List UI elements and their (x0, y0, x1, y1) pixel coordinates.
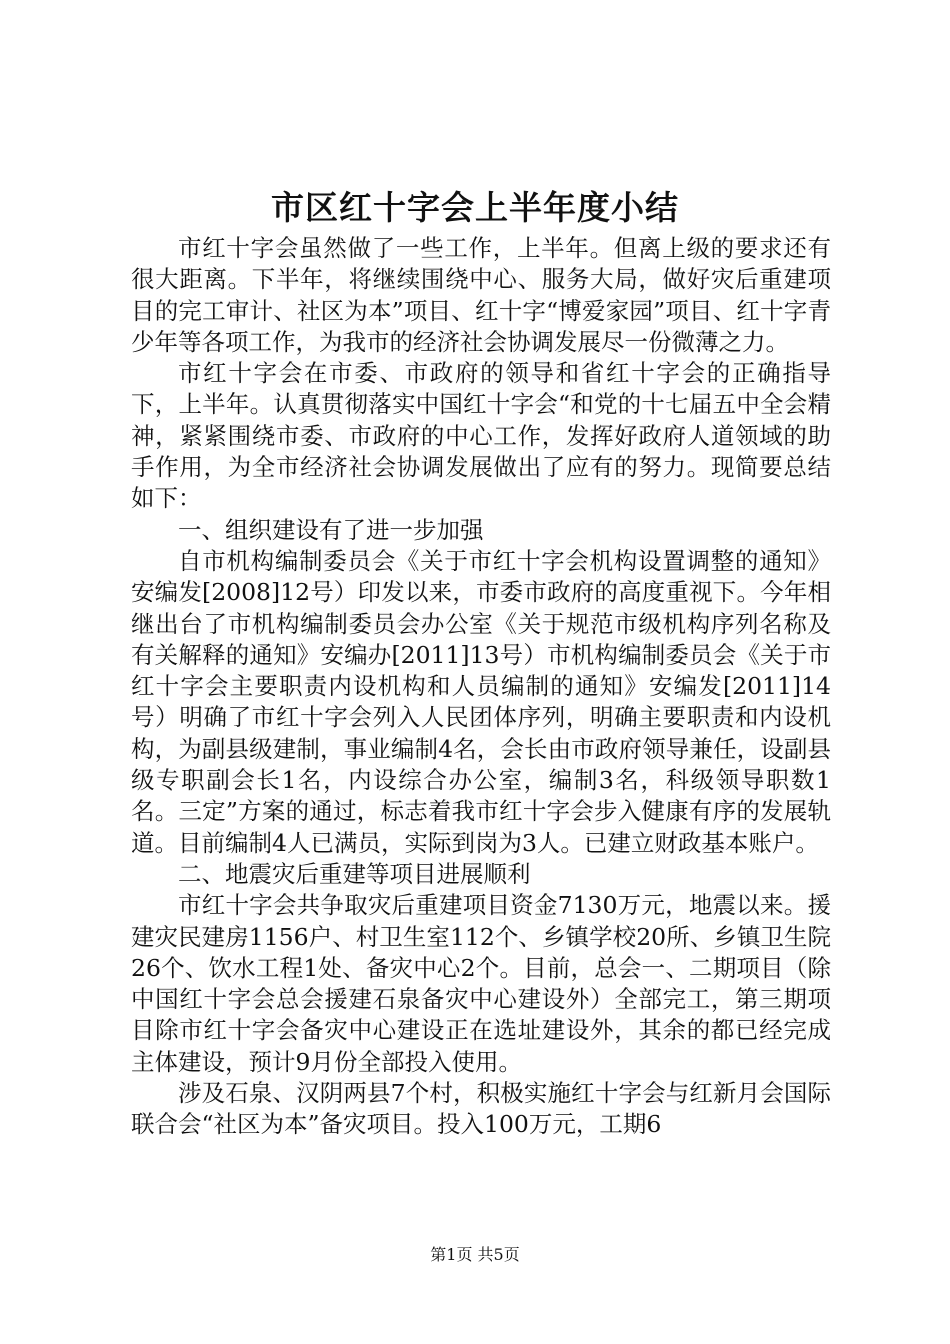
document-title: 市区红十字会上半年度小结 (271, 188, 679, 227)
section-heading-2: 二、地震灾后重建等项目进展顺利 (178, 859, 531, 888)
paragraph-intro-2: 市红十字会在市委、市政府的领导和省红十字会的正确指导下，上半年。认真贯彻落实中国红十字会“和党的十七届五中全会精神，紧紧围绕市委、市政府的中心工作，发挥好政府人道领域的助手作用，为全市经济社会协调发展做出了应有的努力。现简要总结如下： (131, 359, 831, 513)
paragraph-intro-1: 市红十字会虽然做了一些工作，上半年。但离上级的要求还有很大距离。下半年，将继续围绕中心、服务大局，做好灾后重建项目的完工审计、社区为本”项目、红十字“博爱家园”项目、红十字青少年等各项工作，为我市的经济社会协调发展尽一份微薄之力。 (131, 234, 831, 356)
section-heading-1: 一、组织建设有了进一步加强 (178, 515, 484, 544)
paragraph-section-2b: 涉及石泉、汉阴两县7个村，积极实施红十字会与红新月会国际联合会“社区为本”备灾项目。投入100万元，工期6 (131, 1079, 831, 1139)
page-footer: 第1页 共5页 (430, 1245, 520, 1264)
paragraph-section-2a: 市红十字会共争取灾后重建项目资金7130万元，地震以来。援建灾民建房1156户、村卫生室112个、乡镇学校20所、乡镇卫生院26个、饮水工程1处、备灾中心2个。目前，总会一、二期项目（除中国红十字会总会援建石泉备灾中心建设外）全部完工，第三期项目除市红十字会备灾中心建设正在选址建设外，其余的都已经完成主体建设，预计9月份全部投入使用。 (131, 891, 831, 1076)
document-body (131, 233, 831, 1141)
paragraph-section-1: 自市机构编制委员会《关于市红十字会机构设置调整的通知》安编发[2008]12号）印发以来，市委市政府的高度重视下。今年相继出台了市机构编制委员会办公室《关于规范市级机构序列名称及有关解释的通知》安编办[2011]13号）市机构编制委员会《关于市红十字会主要职责内设机构和人员编制的通知》安编发[2011]14号）明确了市红十字会列入人民团体序列，明确主要职责和内设机构，为副县级建制，事业编制4名，会长由市政府领导兼任，设副县级专职副会长1名，内设综合办公室，编制3名，科级领导职数1名。三定”方案的通过，标志着我市红十字会步入健康有序的发展轨道。目前编制4人已满员，实际到岗为3人。已建立财政基本账户。 (131, 546, 831, 857)
